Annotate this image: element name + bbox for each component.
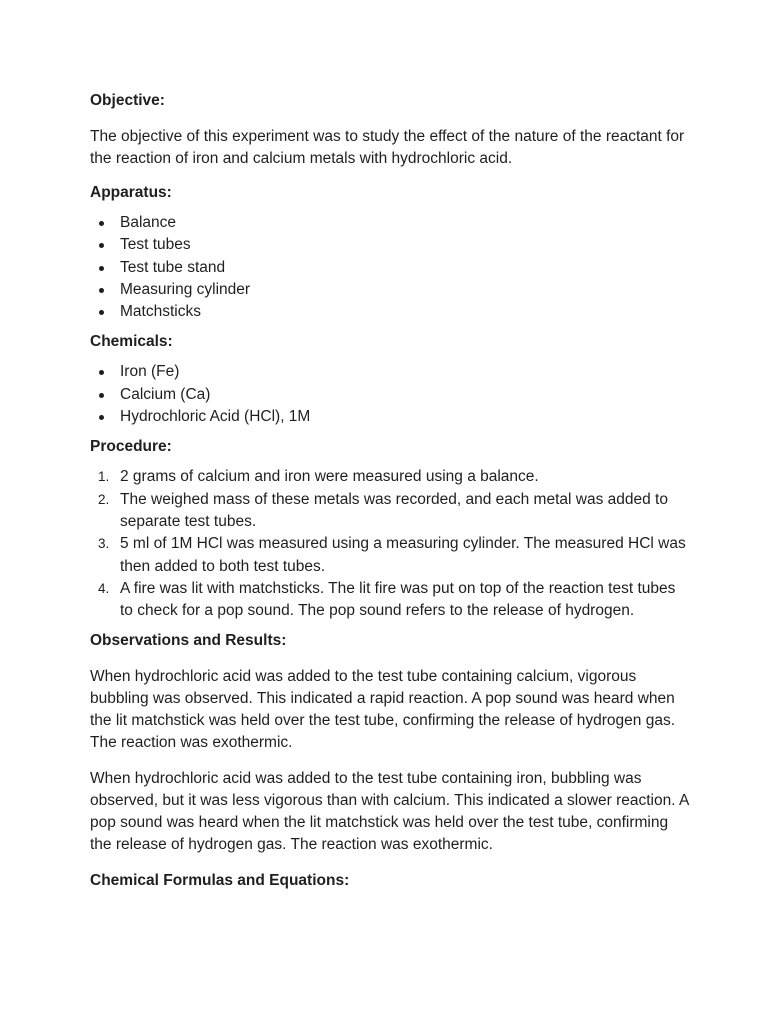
list-item: Balance [90,212,690,234]
chemicals-heading: Chemicals: [90,333,173,351]
apparatus-heading: Apparatus: [90,184,172,201]
procedure-step [90,578,690,623]
procedure-step [90,466,690,488]
procedure-heading: Procedure: [90,438,172,456]
list-item: Matchsticks [90,301,690,323]
procedure-list [90,466,690,622]
step-number: 1. [98,469,110,485]
chemicals-list [90,361,690,428]
list-item: Measuring cylinder [90,279,690,301]
step-number: 3. [98,536,110,552]
observation-paragraph-iron: When hydrochloric acid was added to the test tube containing iron, bubbling was observed, but it was less vigorous than with calcium. This indicated a slower reaction. A pop sound was heard when the lit matchstick was held over the test tube, confirming the release of hydrogen gas. The reaction was exothermic. [90,770,689,854]
procedure-step [90,533,690,578]
list-item: Test tubes [90,234,690,256]
observations-heading: Observations and Results: [90,632,287,650]
objective-text: The objective of this experiment was to study the effect of the nature of the reactant for the reaction of iron and calcium metals with hydrochloric acid. [90,128,685,167]
apparatus-list [90,212,690,323]
step-number: 2. [98,491,110,507]
list-item: Test tube stand [90,257,690,279]
procedure-step [90,489,690,534]
step-text: 5 ml of 1M HCl was measured using a measuring cylinder. The measured HCl was then added to both test tubes. [120,535,686,575]
list-item: Calcium (Ca) [90,384,690,406]
observation-paragraph-calcium: When hydrochloric acid was added to the test tube containing calcium, vigorous bubbling was observed. This indicated a rapid reaction. A pop sound was heard when the lit matchstick was held over the test tube, confirming the release of hydrogen gas. The reaction was exothermic. [90,668,676,752]
objective-heading: Objective: [90,92,165,109]
step-text: 2 grams of calcium and iron were measured using a balance. [120,468,539,486]
formulas-heading: Chemical Formulas and Equations: [90,872,350,890]
step-text: The weighed mass of these metals was recorded, and each metal was added to separate test tubes. [120,490,668,530]
list-item: Iron (Fe) [90,361,690,383]
step-number: 4. [98,580,110,596]
document-page [90,90,690,892]
list-item: Hydrochloric Acid (HCl), 1M [90,406,690,428]
step-text: A fire was lit with matchsticks. The lit fire was put on top of the reaction test tubes to check for a pop sound. The pop sound refers to the release of hydrogen. [120,579,676,620]
